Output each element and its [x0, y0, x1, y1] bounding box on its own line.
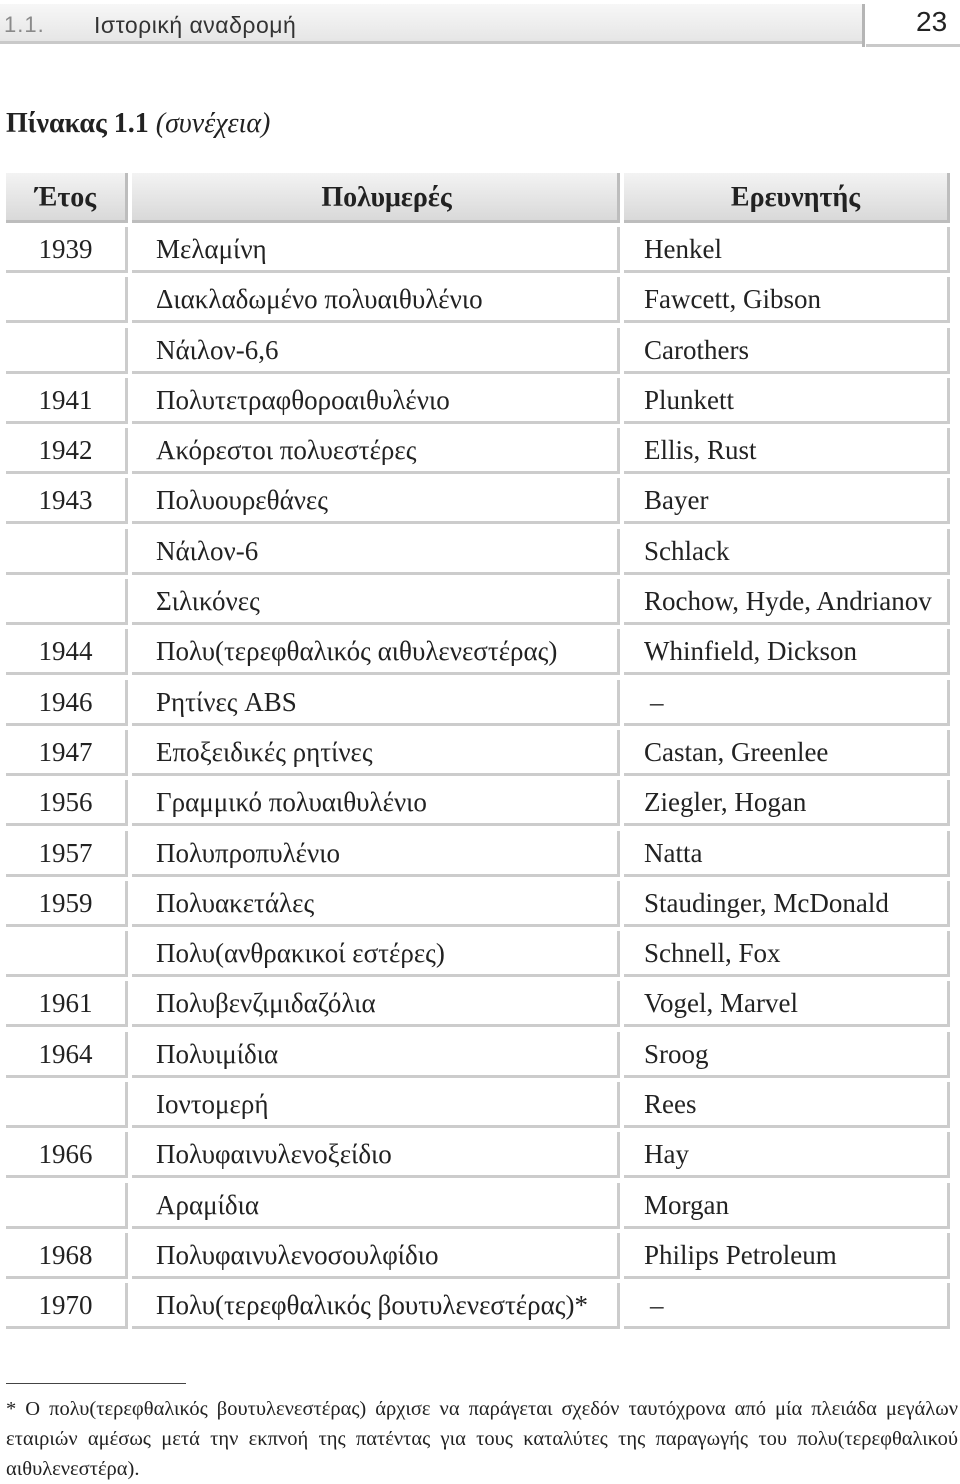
table-row: [6, 378, 954, 428]
year-cell: [6, 1183, 128, 1229]
table-row: [6, 1132, 954, 1182]
researcher-cell: Morgan: [624, 1183, 950, 1229]
researcher-cell: Whinfield, Dickson: [624, 629, 950, 675]
table-row: [6, 680, 954, 730]
table-row: [6, 428, 954, 478]
table-row: [6, 629, 954, 679]
researcher-cell: Vogel, Marvel: [624, 981, 950, 1027]
year-cell: 1942: [6, 428, 128, 474]
polymer-cell: Πολυβενζιμιδαζόλια: [132, 981, 620, 1027]
researcher-cell: Natta: [624, 831, 950, 877]
polymer-cell: Πολυακετάλες: [132, 881, 620, 927]
year-cell: [6, 328, 128, 374]
year-cell: 1970: [6, 1283, 128, 1329]
polymer-cell: Νάιλον-6,6: [132, 328, 620, 374]
polymer-cell: Ρητίνες ABS: [132, 680, 620, 726]
year-cell: 1959: [6, 881, 128, 927]
polymer-cell: Πολυφαινυλενοσουλφίδιο: [132, 1233, 620, 1279]
year-cell: [6, 931, 128, 977]
polymer-cell: Πολυπροπυλένιο: [132, 831, 620, 877]
table-row: [6, 1283, 954, 1333]
table-row: [6, 1032, 954, 1082]
year-cell: 1957: [6, 831, 128, 877]
polymer-cell: Γραμμικό πολυαιθυλένιο: [132, 780, 620, 826]
polymer-cell: Πολυιμίδια: [132, 1032, 620, 1078]
table-row: [6, 328, 954, 378]
table-row: [6, 780, 954, 830]
year-cell: 1961: [6, 981, 128, 1027]
year-cell: 1956: [6, 780, 128, 826]
table-caption-note: (συνέχεια): [155, 108, 271, 139]
header-separator: [862, 4, 865, 47]
table-row: [6, 730, 954, 780]
polymer-cell: Εποξειδικές ρητίνες: [132, 730, 620, 776]
year-cell: 1966: [6, 1132, 128, 1178]
researcher-cell: –: [624, 680, 950, 726]
researcher-cell: Ziegler, Hogan: [624, 780, 950, 826]
table-row: [6, 981, 954, 1031]
table-row: [6, 227, 954, 277]
table-row: [6, 579, 954, 629]
header-polymer: Πολυμερές: [132, 173, 620, 223]
year-cell: 1943: [6, 478, 128, 524]
table-row: [6, 931, 954, 981]
researcher-cell: Henkel: [624, 227, 950, 273]
footnote: * Ο πολυ(τερεφθαλικός βουτυλενεστέρας) άρχισε να παράγεται σχεδόν ταυτόχρονα από μία πλειάδα μεγάλων εταιριών αμέσως μετά την εκπνοή της πατέντας για τους καταλύτες της παραγωγής του πολυ(τερεφθαλικού αιθυλενεστέρα).: [6, 1398, 958, 1480]
researcher-cell: Rochow, Hyde, Andrianov: [624, 579, 950, 625]
table-body: [6, 227, 954, 1334]
polymer-cell: Πολυτετραφθοροαιθυλένιο: [132, 378, 620, 424]
table-header-row: [6, 173, 954, 227]
researcher-cell: Rees: [624, 1082, 950, 1128]
year-cell: [6, 277, 128, 323]
researcher-cell: Carothers: [624, 328, 950, 374]
researcher-cell: –: [624, 1283, 950, 1329]
year-cell: 1947: [6, 730, 128, 776]
year-cell: 1944: [6, 629, 128, 675]
polymer-cell: Ιοντομερή: [132, 1082, 620, 1128]
year-cell: 1968: [6, 1233, 128, 1279]
researcher-cell: Sroog: [624, 1032, 950, 1078]
researcher-cell: Philips Petroleum: [624, 1233, 950, 1279]
year-cell: [6, 1082, 128, 1128]
table-caption: [6, 108, 270, 140]
page-number-underline: [866, 44, 960, 47]
table-row: [6, 1183, 954, 1233]
page-number: 23: [916, 6, 948, 37]
year-cell: 1941: [6, 378, 128, 424]
polymer-cell: Νάιλον-6: [132, 529, 620, 575]
polymer-cell: Πολυ(τερεφθαλικός αιθυλενεστέρας): [132, 629, 620, 675]
researcher-cell: Staudinger, McDonald: [624, 881, 950, 927]
polymer-cell: Ακόρεστοι πολυεστέρες: [132, 428, 620, 474]
table-row: [6, 1233, 954, 1283]
researcher-cell: Hay: [624, 1132, 950, 1178]
researcher-cell: Schlack: [624, 529, 950, 575]
researcher-cell: Bayer: [624, 478, 950, 524]
table-row: [6, 478, 954, 528]
researcher-cell: Ellis, Rust: [624, 428, 950, 474]
polymer-cell: Πολυ(τερεφθαλικός βουτυλενεστέρας)*: [132, 1283, 620, 1329]
table-row: [6, 277, 954, 327]
polymer-cell: Διακλαδωμένο πολυαιθυλένιο: [132, 277, 620, 323]
polymer-cell: Πολυ(ανθρακικοί εστέρες): [132, 931, 620, 977]
polymer-cell: Πολυφαινυλενοξείδιο: [132, 1132, 620, 1178]
table-row: [6, 831, 954, 881]
year-cell: [6, 579, 128, 625]
footnote-rule: [6, 1383, 186, 1384]
year-cell: [6, 529, 128, 575]
polymer-cell: Πολυουρεθάνες: [132, 478, 620, 524]
researcher-cell: Fawcett, Gibson: [624, 277, 950, 323]
section-title: Ιστορική αναδρομή: [94, 12, 297, 38]
header-researcher: Ερευνητής: [624, 173, 950, 223]
polymer-cell: Μελαμίνη: [132, 227, 620, 273]
section-number: 1.1.: [4, 12, 45, 37]
year-cell: 1939: [6, 227, 128, 273]
table-row: [6, 881, 954, 931]
researcher-cell: Plunkett: [624, 378, 950, 424]
polymer-history-table: [6, 173, 954, 1334]
researcher-cell: Castan, Greenlee: [624, 730, 950, 776]
polymer-cell: Σιλικόνες: [132, 579, 620, 625]
year-cell: 1946: [6, 680, 128, 726]
year-cell: 1964: [6, 1032, 128, 1078]
running-header: [0, 0, 960, 48]
table-row: [6, 529, 954, 579]
header-year: Έτος: [6, 173, 128, 223]
polymer-cell: Αραμίδια: [132, 1183, 620, 1229]
table-caption-label: Πίνακας 1.1: [6, 108, 149, 139]
researcher-cell: Schnell, Fox: [624, 931, 950, 977]
table-row: [6, 1082, 954, 1132]
